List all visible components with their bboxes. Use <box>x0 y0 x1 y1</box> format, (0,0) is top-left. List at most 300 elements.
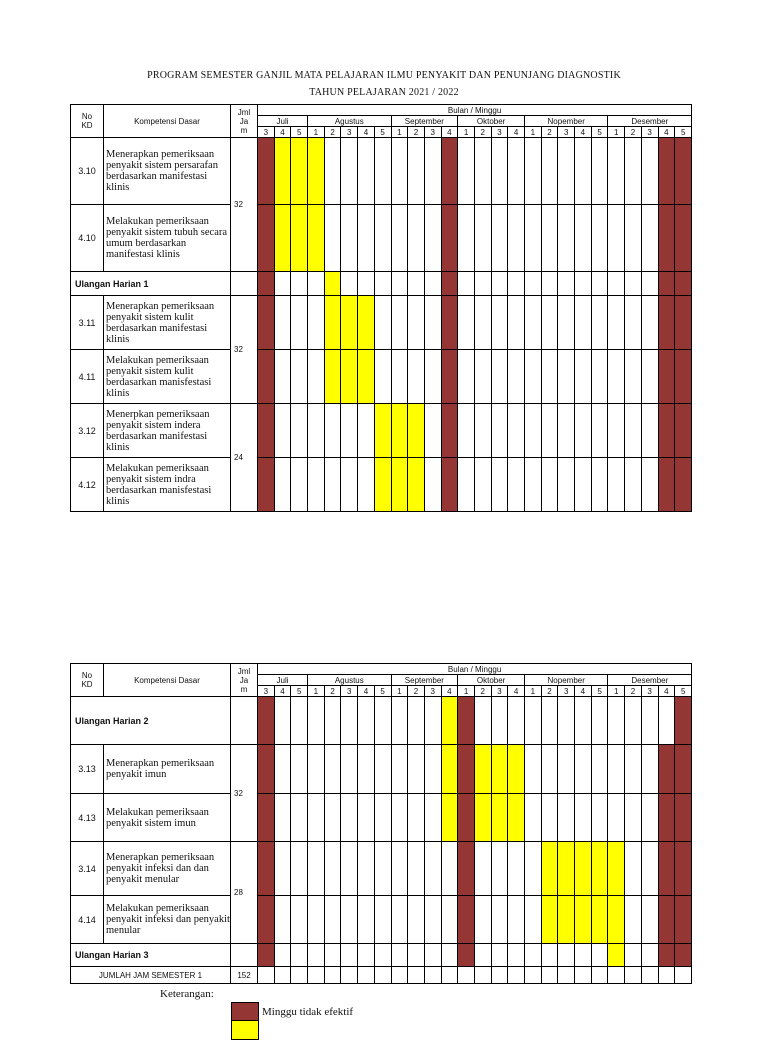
week-cell <box>341 205 358 272</box>
month-juli: Juli <box>258 675 308 686</box>
week-cell-tidak-efektif <box>441 138 458 205</box>
week-cell-tidak-efektif <box>441 350 458 404</box>
week-cell <box>658 697 675 745</box>
week-number: 3 <box>641 127 658 138</box>
week-cell <box>374 205 391 272</box>
week-cell <box>525 458 542 512</box>
week-cell-kegiatan <box>324 272 341 296</box>
week-cell <box>441 896 458 944</box>
week-number: 1 <box>525 127 542 138</box>
week-cell <box>424 794 441 842</box>
week-cell-kegiatan <box>608 944 625 967</box>
week-cell <box>408 944 425 967</box>
week-cell <box>308 944 325 967</box>
legend-swatch-kegiatan <box>231 1020 259 1040</box>
week-cell <box>274 842 291 896</box>
week-cell <box>424 745 441 794</box>
week-cell <box>558 272 575 296</box>
week-cell <box>374 896 391 944</box>
week-cell <box>374 296 391 350</box>
week-number: 2 <box>408 127 425 138</box>
week-number: 4 <box>274 127 291 138</box>
week-cell-kegiatan <box>291 205 308 272</box>
week-cell-tidak-efektif <box>258 350 275 404</box>
week-number: 4 <box>575 686 592 697</box>
month-agustus: Agustus <box>308 116 391 127</box>
week-cell <box>491 896 508 944</box>
week-cell <box>391 205 408 272</box>
month-september: September <box>391 675 458 686</box>
header-kompetensi: Kompetensi Dasar <box>104 664 231 697</box>
week-cell <box>391 794 408 842</box>
week-cell <box>641 205 658 272</box>
week-cell <box>525 794 542 842</box>
week-cell <box>558 350 575 404</box>
kd-number: 3.12 <box>71 404 104 458</box>
week-cell <box>508 896 525 944</box>
week-cell <box>424 350 441 404</box>
week-cell-kegiatan <box>608 896 625 944</box>
week-cell <box>575 350 592 404</box>
week-cell <box>358 404 375 458</box>
week-cell <box>458 967 475 984</box>
document-subtitle: TAHUN PELAJARAN 2021 / 2022 <box>309 87 459 98</box>
week-cell <box>608 296 625 350</box>
week-cell <box>358 842 375 896</box>
week-cell <box>358 697 375 745</box>
week-cell <box>525 138 542 205</box>
week-number: 4 <box>508 686 525 697</box>
week-cell <box>374 697 391 745</box>
week-cell <box>358 896 375 944</box>
week-cell <box>658 967 675 984</box>
week-cell <box>541 350 558 404</box>
week-cell <box>508 138 525 205</box>
week-cell <box>324 896 341 944</box>
week-number: 1 <box>308 686 325 697</box>
week-cell <box>324 842 341 896</box>
week-cell <box>291 967 308 984</box>
week-cell <box>358 458 375 512</box>
week-cell <box>391 350 408 404</box>
week-cell <box>458 296 475 350</box>
week-cell-kegiatan <box>358 350 375 404</box>
week-cell <box>308 967 325 984</box>
week-number: 4 <box>274 686 291 697</box>
week-cell-tidak-efektif <box>441 205 458 272</box>
week-cell-kegiatan <box>391 458 408 512</box>
week-cell-tidak-efektif <box>458 697 475 745</box>
week-cell <box>491 138 508 205</box>
kompetensi-text: Melakukan pemeriksaan penyakit sistem imun <box>104 794 231 842</box>
week-cell-tidak-efektif <box>458 944 475 967</box>
week-cell <box>508 458 525 512</box>
week-cell-tidak-efektif <box>658 794 675 842</box>
week-cell <box>508 842 525 896</box>
week-cell <box>291 350 308 404</box>
week-cell <box>641 350 658 404</box>
table-row <box>71 794 692 842</box>
week-cell <box>541 967 558 984</box>
week-cell <box>408 205 425 272</box>
table-row <box>71 205 692 272</box>
week-cell <box>525 944 542 967</box>
week-cell <box>641 697 658 745</box>
jml-jam-cell <box>231 944 258 967</box>
week-cell <box>541 272 558 296</box>
week-cell <box>274 896 291 944</box>
week-cell <box>641 138 658 205</box>
month-agustus: Agustus <box>308 675 391 686</box>
month-juli: Juli <box>258 116 308 127</box>
week-cell <box>474 350 491 404</box>
legend-swatch-tidak-efektif <box>231 1002 259 1022</box>
week-cell <box>391 296 408 350</box>
week-cell <box>458 205 475 272</box>
week-cell-kegiatan <box>608 842 625 896</box>
week-cell <box>525 967 542 984</box>
week-cell <box>575 272 592 296</box>
week-cell-tidak-efektif <box>258 944 275 967</box>
week-cell <box>341 896 358 944</box>
week-cell <box>508 350 525 404</box>
week-cell <box>491 272 508 296</box>
week-cell <box>508 296 525 350</box>
week-cell <box>408 138 425 205</box>
week-cell <box>525 697 542 745</box>
week-cell <box>591 697 608 745</box>
week-cell-tidak-efektif <box>458 896 475 944</box>
week-number: 2 <box>408 686 425 697</box>
week-cell <box>591 350 608 404</box>
week-cell-tidak-efektif <box>658 350 675 404</box>
week-cell <box>358 138 375 205</box>
header-bulan-minggu: Bulan / Minggu <box>258 664 692 675</box>
week-cell <box>324 205 341 272</box>
week-cell-tidak-efektif <box>675 458 692 512</box>
week-cell <box>274 794 291 842</box>
week-cell <box>274 272 291 296</box>
week-cell <box>341 138 358 205</box>
week-cell <box>525 896 542 944</box>
week-number: 1 <box>608 686 625 697</box>
week-cell <box>308 745 325 794</box>
week-number: 4 <box>658 686 675 697</box>
week-cell-kegiatan <box>541 896 558 944</box>
week-number: 3 <box>558 686 575 697</box>
week-cell <box>558 458 575 512</box>
table-row <box>71 944 692 967</box>
week-cell <box>274 404 291 458</box>
week-cell <box>575 404 592 458</box>
kompetensi-text: Melakukan pemeriksaan penyakit sistem kulit berdasarkan manisfestasi klinis <box>104 350 231 404</box>
week-cell <box>324 944 341 967</box>
week-cell <box>575 138 592 205</box>
week-cell <box>508 404 525 458</box>
week-cell <box>525 350 542 404</box>
header-bulan-minggu: Bulan / Minggu <box>258 105 692 116</box>
week-number: 1 <box>391 127 408 138</box>
month-desember: Desember <box>608 116 692 127</box>
week-cell <box>308 896 325 944</box>
document-title: PROGRAM SEMESTER GANJIL MATA PELAJARAN ILMU PENYAKIT DAN PENUNJANG DIAGNOSTIK <box>147 70 621 81</box>
week-cell-kegiatan <box>374 458 391 512</box>
jml-jam-value: 24 <box>231 404 258 512</box>
week-number: 2 <box>541 127 558 138</box>
week-cell <box>358 794 375 842</box>
week-cell <box>474 697 491 745</box>
week-cell <box>441 944 458 967</box>
week-cell <box>491 842 508 896</box>
jml-jam-cell <box>231 272 258 296</box>
kd-number: 4.10 <box>71 205 104 272</box>
week-cell-tidak-efektif <box>675 138 692 205</box>
month-september: September <box>391 116 458 127</box>
header-jml-jam: Jml Ja m <box>231 664 258 697</box>
kd-number: 4.14 <box>71 896 104 944</box>
week-cell <box>525 842 542 896</box>
week-cell <box>525 272 542 296</box>
week-cell <box>374 944 391 967</box>
week-cell <box>491 697 508 745</box>
table-row <box>71 745 692 794</box>
week-cell-kegiatan <box>591 842 608 896</box>
week-cell <box>308 458 325 512</box>
week-cell <box>274 944 291 967</box>
week-cell <box>291 944 308 967</box>
table-row <box>71 842 692 896</box>
month-desember: Desember <box>608 675 692 686</box>
week-cell <box>541 697 558 745</box>
week-cell <box>675 967 692 984</box>
week-cell-kegiatan <box>341 296 358 350</box>
ulangan-harian-label: Ulangan Harian 3 <box>71 944 231 967</box>
week-cell-tidak-efektif <box>675 697 692 745</box>
week-cell <box>274 697 291 745</box>
week-cell <box>308 794 325 842</box>
week-cell-tidak-efektif <box>258 697 275 745</box>
week-number: 3 <box>491 686 508 697</box>
week-cell <box>491 296 508 350</box>
week-cell <box>358 967 375 984</box>
week-cell <box>324 794 341 842</box>
week-number: 1 <box>525 686 542 697</box>
week-cell <box>274 296 291 350</box>
header-jml-jam: Jml Ja m <box>231 105 258 138</box>
week-cell <box>391 896 408 944</box>
week-cell-kegiatan <box>441 697 458 745</box>
week-cell <box>491 205 508 272</box>
week-cell-kegiatan <box>491 794 508 842</box>
week-cell <box>408 697 425 745</box>
week-number: 1 <box>458 127 475 138</box>
week-cell <box>474 138 491 205</box>
week-cell <box>424 205 441 272</box>
week-cell-tidak-efektif <box>258 205 275 272</box>
week-cell <box>491 404 508 458</box>
kd-number: 3.14 <box>71 842 104 896</box>
week-cell <box>424 404 441 458</box>
kd-number: 4.12 <box>71 458 104 512</box>
week-cell <box>424 458 441 512</box>
week-cell <box>324 697 341 745</box>
week-cell-tidak-efektif <box>258 745 275 794</box>
week-cell <box>541 296 558 350</box>
week-cell <box>525 404 542 458</box>
week-cell-kegiatan <box>341 350 358 404</box>
kompetensi-text: Melakukan pemeriksaan penyakit infeksi dan penyakit menular <box>104 896 231 944</box>
week-cell <box>575 697 592 745</box>
week-cell <box>558 745 575 794</box>
week-number: 4 <box>441 127 458 138</box>
week-cell <box>424 697 441 745</box>
week-cell <box>391 842 408 896</box>
week-cell <box>458 272 475 296</box>
week-cell-kegiatan <box>324 350 341 404</box>
kd-number: 4.13 <box>71 794 104 842</box>
week-cell <box>625 745 642 794</box>
week-cell <box>474 842 491 896</box>
week-number: 5 <box>591 686 608 697</box>
week-cell <box>474 205 491 272</box>
week-cell <box>374 967 391 984</box>
week-cell <box>591 272 608 296</box>
week-number: 3 <box>491 127 508 138</box>
week-cell <box>391 967 408 984</box>
week-cell <box>408 842 425 896</box>
week-cell <box>641 458 658 512</box>
week-cell <box>424 896 441 944</box>
week-cell-tidak-efektif <box>258 404 275 458</box>
kompetensi-text: Menerapkan pemeriksaan penyakit sistem persarafan berdasarkan manifestasi klinis <box>104 138 231 205</box>
week-cell <box>308 842 325 896</box>
week-cell <box>575 794 592 842</box>
week-cell <box>424 272 441 296</box>
week-number: 2 <box>324 127 341 138</box>
week-cell-tidak-efektif <box>658 458 675 512</box>
legend-label-tidak-efektif: Minggu tidak efektif <box>262 1006 354 1018</box>
week-cell <box>508 205 525 272</box>
week-cell <box>291 794 308 842</box>
week-cell <box>491 458 508 512</box>
week-cell-kegiatan <box>358 296 375 350</box>
week-cell-kegiatan <box>324 296 341 350</box>
week-cell <box>575 745 592 794</box>
week-cell-kegiatan <box>541 842 558 896</box>
week-cell <box>308 350 325 404</box>
week-cell-tidak-efektif <box>258 896 275 944</box>
week-cell <box>274 967 291 984</box>
week-cell-kegiatan <box>558 896 575 944</box>
week-number: 1 <box>608 127 625 138</box>
week-cell <box>608 404 625 458</box>
week-cell <box>508 967 525 984</box>
week-cell-tidak-efektif <box>258 138 275 205</box>
week-cell-kegiatan <box>374 404 391 458</box>
week-cell <box>324 138 341 205</box>
week-cell <box>591 944 608 967</box>
week-cell-tidak-efektif <box>658 944 675 967</box>
week-number: 3 <box>341 127 358 138</box>
total-row <box>71 967 692 984</box>
week-number: 3 <box>258 686 275 697</box>
week-cell <box>474 896 491 944</box>
week-number: 4 <box>508 127 525 138</box>
week-cell <box>408 272 425 296</box>
week-number: 5 <box>675 127 692 138</box>
week-cell <box>374 842 391 896</box>
week-cell-tidak-efektif <box>675 896 692 944</box>
jml-jam-cell <box>231 697 258 745</box>
week-cell <box>591 404 608 458</box>
week-cell-kegiatan <box>441 745 458 794</box>
week-number: 4 <box>441 686 458 697</box>
week-cell <box>625 138 642 205</box>
table-row <box>71 896 692 944</box>
week-cell <box>541 745 558 794</box>
week-cell-tidak-efektif <box>458 745 475 794</box>
week-cell-kegiatan <box>408 404 425 458</box>
table-row <box>71 458 692 512</box>
month-oktober: Oktober <box>458 675 525 686</box>
week-cell-tidak-efektif <box>458 794 475 842</box>
week-cell <box>558 296 575 350</box>
week-cell <box>608 205 625 272</box>
week-cell <box>641 967 658 984</box>
week-cell <box>358 205 375 272</box>
week-cell <box>625 458 642 512</box>
week-cell <box>608 967 625 984</box>
week-cell <box>591 138 608 205</box>
week-cell <box>374 138 391 205</box>
jml-jam-value: 28 <box>231 842 258 944</box>
week-cell <box>591 458 608 512</box>
week-cell <box>608 697 625 745</box>
week-cell-kegiatan <box>308 138 325 205</box>
week-cell <box>525 205 542 272</box>
week-cell-kegiatan <box>408 458 425 512</box>
week-cell <box>291 272 308 296</box>
week-number: 3 <box>424 686 441 697</box>
ulangan-harian-label: Ulangan Harian 1 <box>71 272 231 296</box>
week-cell <box>491 350 508 404</box>
week-cell <box>358 944 375 967</box>
week-number: 5 <box>291 686 308 697</box>
week-cell <box>391 138 408 205</box>
week-cell-kegiatan <box>575 896 592 944</box>
week-cell <box>291 404 308 458</box>
week-cell <box>625 842 642 896</box>
ulangan-harian-label: Ulangan Harian 2 <box>71 697 231 745</box>
week-cell <box>625 944 642 967</box>
week-cell-kegiatan <box>474 794 491 842</box>
week-cell <box>541 205 558 272</box>
week-cell-kegiatan <box>274 138 291 205</box>
week-cell <box>608 745 625 794</box>
week-cell <box>291 458 308 512</box>
week-cell <box>575 296 592 350</box>
week-cell <box>408 896 425 944</box>
jml-jam-value: 32 <box>231 296 258 404</box>
week-cell-kegiatan <box>274 205 291 272</box>
week-cell <box>558 967 575 984</box>
week-cell <box>474 404 491 458</box>
week-cell <box>324 458 341 512</box>
week-cell-tidak-efektif <box>658 138 675 205</box>
week-cell <box>408 296 425 350</box>
week-cell <box>591 296 608 350</box>
week-cell <box>424 967 441 984</box>
